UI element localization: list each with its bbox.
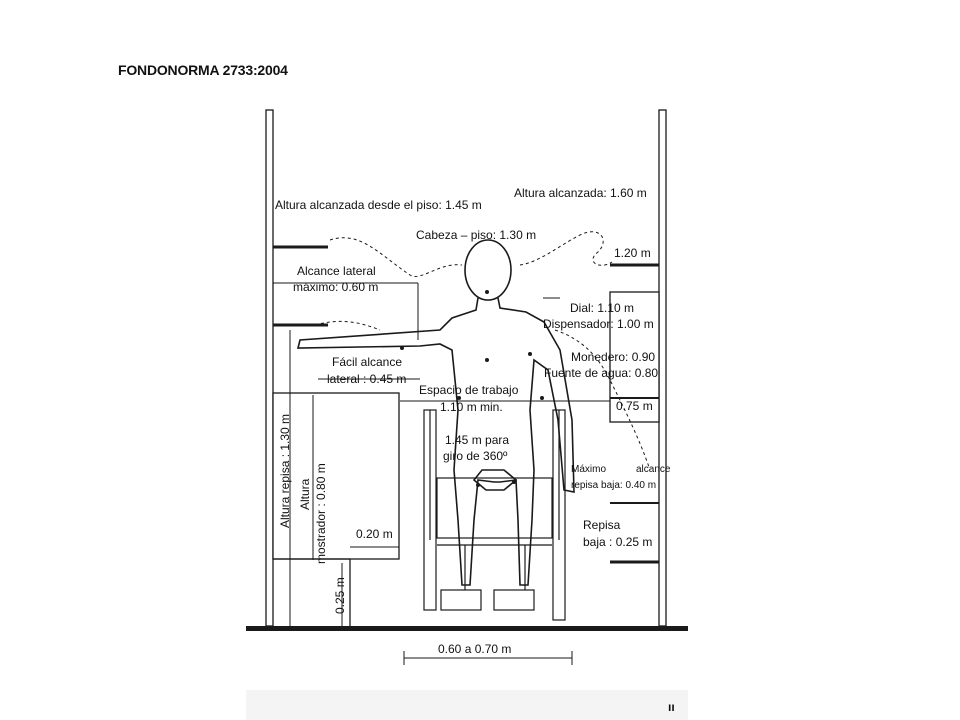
label-shelf-120: 1.20 m xyxy=(614,246,651,260)
label-cabeza-piso: Cabeza – piso: 1.30 m xyxy=(416,228,537,242)
label-altura-repisa: Altura repisa : 1.30 m xyxy=(278,413,292,528)
left-wall xyxy=(266,110,273,626)
label-facil-1: Fácil alcance xyxy=(332,355,403,369)
label-facil-2: lateral : 0.45 m xyxy=(327,372,407,386)
floor-line xyxy=(246,626,688,631)
label-dim-025: 0.25 m xyxy=(333,577,347,614)
label-dial: Dial: 1.10 m xyxy=(570,301,635,315)
label-fuente: Fuente de agua: 0.80 xyxy=(544,366,659,380)
label-maximo-1: Máximo xyxy=(571,464,607,475)
bottom-strip xyxy=(246,690,688,720)
label-maximo-alcance: alcance xyxy=(636,464,671,475)
label-giro-1: 1.45 m para xyxy=(445,433,510,447)
label-repisa-1: Repisa xyxy=(583,518,621,532)
document-title: FONDONORMA 2733:2004 xyxy=(118,62,288,78)
label-espacio-1: Espacio de trabajo xyxy=(419,383,519,397)
label-dim-020: 0.20 m xyxy=(356,527,393,541)
label-shelf-075: 0.75 m xyxy=(616,399,653,413)
label-altura-piso: Altura alcanzada desde el piso: 1.45 m xyxy=(275,198,482,212)
footer-mark: ıı xyxy=(668,700,675,714)
label-giro-2: giro de 360º xyxy=(443,449,508,463)
label-altura-mostrador-2: mostrador : 0.80 m xyxy=(314,463,328,564)
label-alcance-lateral-2: máximo: 0.60 m xyxy=(293,280,379,294)
label-espacio-2: 1.10 m min. xyxy=(440,400,503,414)
label-dispensador: Dispensador: 1.00 m xyxy=(543,317,654,331)
right-wall xyxy=(659,110,666,626)
label-alcance-lateral-1: Alcance lateral xyxy=(297,264,376,278)
label-ancho: 0.60 a 0.70 m xyxy=(438,642,512,656)
label-monedero: Monedero: 0.90 xyxy=(571,350,656,364)
label-altura-mostrador-1: Altura xyxy=(298,478,312,510)
label-repisa-2: baja : 0.25 m xyxy=(583,535,653,549)
label-altura-alcanzada: Altura alcanzada: 1.60 m xyxy=(514,186,647,200)
label-maximo-2: repisa baja: 0.40 m xyxy=(571,480,657,491)
